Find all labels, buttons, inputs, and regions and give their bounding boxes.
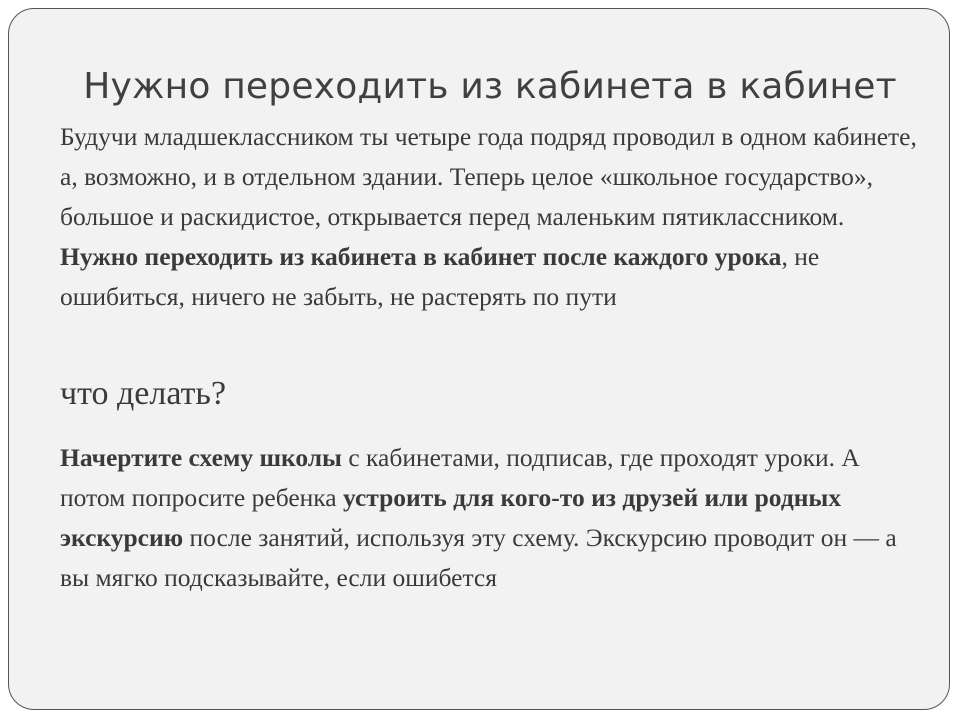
paragraph-advice-bold-b: устроить для кого-то из друзей или родных экскурсию (60, 483, 842, 552)
paragraph-advice-text-b: после занятий, используя эту схему. Экскурсию проводит он — а вы мягко подсказывайте, если ошибется (60, 523, 897, 592)
paragraph-advice-text-a: с кабинетами, подписав, где проходят уроки. А потом попросите ребенка (60, 443, 860, 512)
question-heading: что делать? (60, 375, 227, 412)
paragraph-intro-text-b: , не ошибиться, ничего не забыть, не растерять по пути (60, 242, 820, 311)
paragraph-intro-text-a: Будучи младшеклассником ты четыре года подряд проводил в одном кабинете, а, возможно, и в отдельном здании. Теперь целое «школьное государство», большое и раскидистое, открывается перед маленьким пятиклассником. (60, 122, 917, 231)
slide-frame (8, 8, 950, 710)
paragraph-advice-bold-a: Начертите схему школы (60, 443, 342, 472)
paragraph-intro-bold-a: Нужно переходить из кабинета в кабинет после каждого урока (60, 242, 782, 271)
slide-title: Нужно переходить из кабинета в кабинет (83, 66, 897, 107)
paragraph-advice (60, 438, 920, 598)
paragraph-intro (60, 117, 920, 317)
